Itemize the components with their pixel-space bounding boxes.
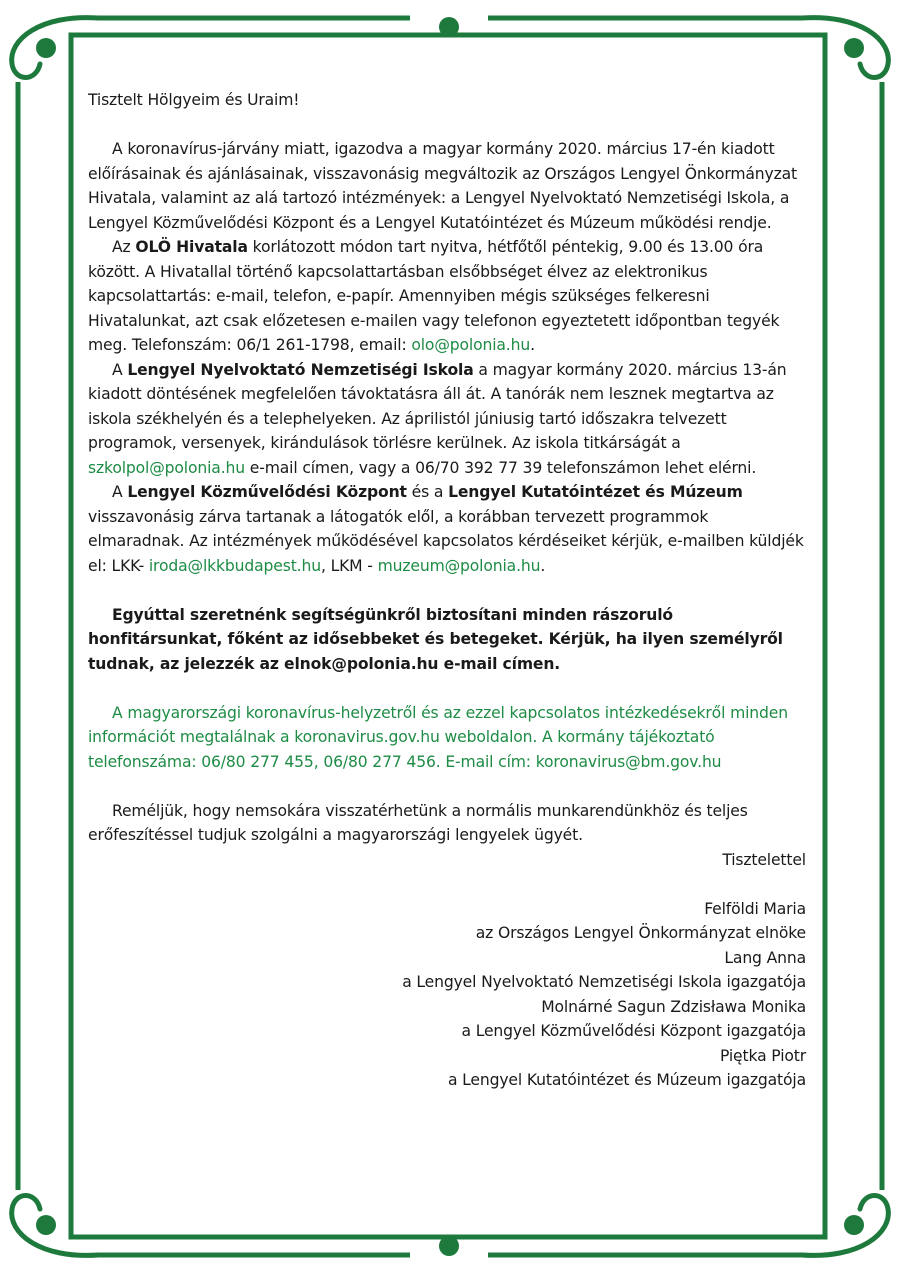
ornament-dot-bottom <box>439 1236 459 1256</box>
office-name: OLÖ Hivatala <box>135 238 248 256</box>
lkm-email-link[interactable]: muzeum@polonia.hu <box>377 556 541 575</box>
signature-title: a Lengyel Kutatóintézet és Múzeum igazgatója <box>447 1071 806 1089</box>
lkm-name: Lengyel Kutatóintézet és Múzeum <box>448 483 743 501</box>
signature-name: Lang Anna <box>724 948 806 967</box>
paragraph-government-info: A magyarországi koronavírus-helyzetről és az ezzel kapcsolatos intézkedésekről minden információt megtalálnak a koronavirus.gov.hu weboldalon. A kormány tájékoztató telefonszáma: 06/80 277 455, 06/80 277 456. E-mail cím: koronavirus@bm.gov.hu <box>88 703 788 771</box>
school-name: Lengyel Nyelvoktató Nemzetiségi Iskola <box>127 360 474 379</box>
paragraph-school: A Lengyel Nyelvoktató Nemzetiségi Iskola a magyar kormány 2020. március 13-án kiadott döntésének megfelelően távoktatásra áll át. A tanórák nem lesznek megtartva az iskola székhelyén és a telephelyeken. Az áprilistól júniusig tartó időszakra telvezett programok, versenyek, kirándulások törlésre kerülnek. Az iskola titkárságát a szkolpol@polonia.hu e-mail címen, vagy a 06/70 392 77 39 telefonszámon lehet elérni. <box>88 360 787 477</box>
signature-name: Molnárné Sagun Zdzisława Monika <box>541 997 806 1016</box>
paragraph-institutions: A Lengyel Közművelődési Központ és a Lengyel Kutatóintézet és Múzeum visszavonásig zárva tartanak a látogatók elől, a korábban tervezett programmok elmaradnak. Az intézmények működésével kapcsolatos kérdéseiket kérjük, e-mailben küldjék el: LKK- iroda@lkkbudapest.hu, LKM - muzeum@polonia.hu. <box>88 483 804 575</box>
signature-name: Felföldi Maria <box>704 899 806 918</box>
ornament-dot-top <box>439 17 459 37</box>
lkk-name: Lengyel Közművelődési Központ <box>127 483 407 501</box>
closing-salutation: Tisztelettel <box>722 850 806 869</box>
paragraph-closing: Reméljük, hogy nemsokára visszatérhetünk a normális munkarendünkhöz és teljes erőfeszítéssel tudjuk szolgálni a magyarországi lengyelek ügyét. <box>88 801 748 844</box>
paragraph-intro: A koronavírus-járvány miatt, igazodva a magyar kormány 2020. március 17-én kiadott előírásainak és ajánlásainak, visszavonásig megváltozik az Országos Lengyel Önkormányzat Hivatala, valamint az alá tartozó intézmények: a Lengyel Nyelvoktató Nemzetiségi Iskola, a Lengyel Közművelődési Központ és a Lengyel Kutatóintézet és Múzeum működési rendje. <box>88 140 798 232</box>
letter-body <box>88 88 806 1093</box>
signature-name: Piętka Piotr <box>719 1046 806 1065</box>
salutation: Tisztelt Hölgyeim és Uraim! <box>88 91 300 109</box>
office-email-link[interactable]: olo@polonia.hu <box>411 336 531 354</box>
school-email-link[interactable]: szkolpol@polonia.hu <box>88 458 245 477</box>
lkk-email-link[interactable]: iroda@lkkbudapest.hu <box>148 556 321 575</box>
signature-title: az Országos Lengyel Önkormányzat elnöke <box>475 924 806 942</box>
paragraph-office: Az OLÖ Hivatala korlátozott módon tart nyitva, hétfőtől péntekig, 9.00 és 13.00 óra között. A Hivatallal történő kapcsolattartásban elsőbbséget élvez az elektronikus kapcsolattartás: e-mail, telefon, e-papír. Amennyiben mégis szükséges felkeresni Hivatalunkat, azt csak előzetesen e-mailen vagy telefonon egyeztetett időpontban tegyék meg. Telefonszám: 06/1 261-1798, email: olo@polonia.hu. <box>88 238 780 354</box>
paragraph-help-offer: Egyúttal szeretnénk segítségünkről biztosítani minden rászoruló honfitársunkat, főként az idősebbeket és betegeket. Kérjük, ha ilyen személyről tudnak, az jelezzék az elnok@polonia.hu e-mail címen. <box>88 605 783 673</box>
signature-title: a Lengyel Közművelődési Központ igazgatója <box>461 1022 806 1040</box>
signature-block <box>88 897 806 1093</box>
signature-title: a Lengyel Nyelvoktató Nemzetiségi Iskola igazgatója <box>402 973 806 991</box>
